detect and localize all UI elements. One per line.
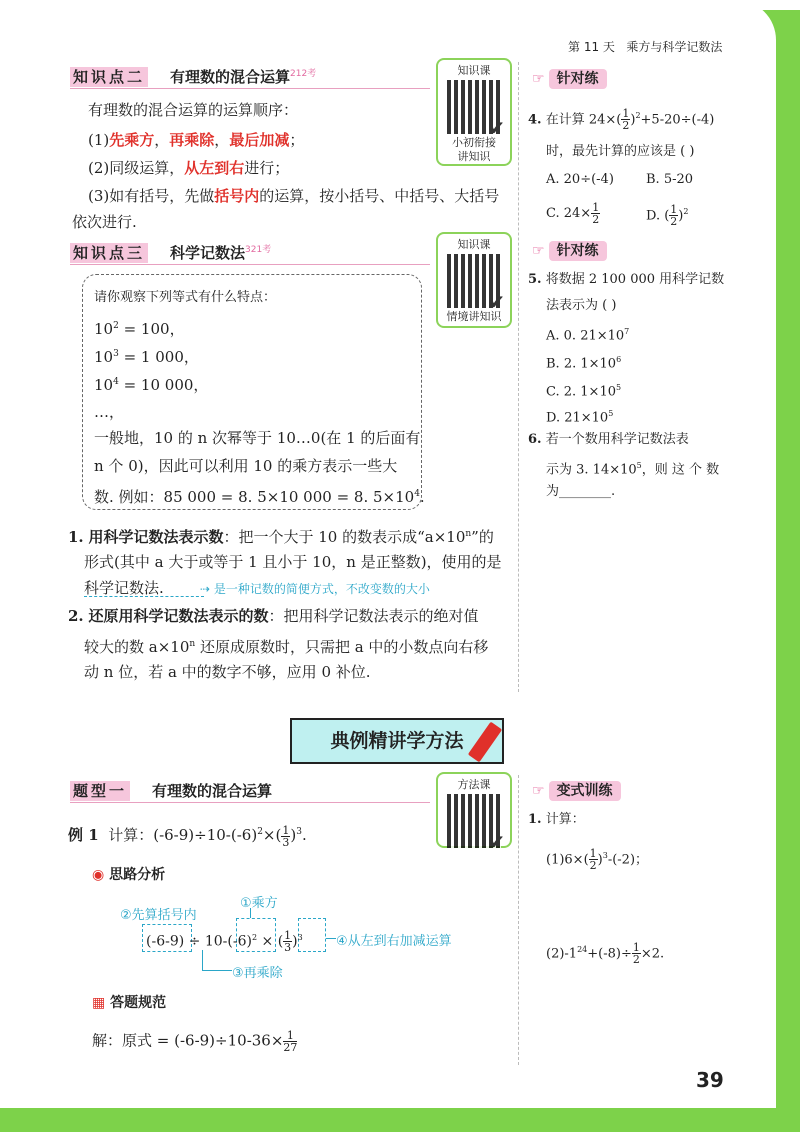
q5-line1: 5. 将数据 2 100 000 用科学记数 bbox=[528, 272, 725, 287]
kp3-label: 知识点三 bbox=[70, 243, 148, 263]
q4-line2: 时，最先计算的应该是 ( ) bbox=[546, 144, 695, 159]
q4-option-a: A. 20÷(-4) bbox=[546, 172, 614, 187]
kp2-line2: (2)同级运算，从左到右进行； bbox=[88, 159, 290, 177]
diagram-step4: ④从左到右加减运算 bbox=[336, 934, 452, 949]
qr-card-1[interactable] bbox=[436, 58, 512, 166]
q4-line1: 4. 在计算 24×( $\frac{1}{2}$ )$^2$+5-20÷(-4) bbox=[528, 107, 715, 133]
qr1-bottom: 小初衔接 讲知识 bbox=[452, 136, 496, 163]
box-line4: $10^4 = 10$ 000， bbox=[94, 376, 209, 394]
brain-icon: ◉ bbox=[92, 867, 105, 883]
q1-line1: 1. 计算： bbox=[528, 812, 585, 827]
box-line7: n 个 0)，因此可以利用 10 的乘方表示一些大 bbox=[94, 457, 398, 475]
box-line6: 一般地，10 的 n 次幂等于 10…0(在 1 的后面有 bbox=[94, 429, 421, 447]
pointing-hand-icon: ☞ bbox=[532, 783, 545, 799]
thinking-analysis-heading: ◉ 思路分析 bbox=[92, 867, 166, 883]
kp2-line1: (1)先乘方，再乘除，最后加减； bbox=[88, 131, 305, 149]
tx-title: 有理数的混合运算 bbox=[152, 782, 273, 800]
kp2-line4: 依次进行. bbox=[72, 213, 137, 231]
diagram-step1: ①乘方 bbox=[240, 896, 278, 911]
practice-heading-1: ☞ 针对练 bbox=[532, 68, 607, 88]
tx-underline bbox=[70, 802, 430, 803]
question-type-1-heading bbox=[70, 780, 272, 801]
q5-option-c: C. 2. $1\times 10^5$ bbox=[546, 383, 622, 400]
column-divider-top bbox=[518, 62, 519, 692]
box-line2: $10^2 = 100$， bbox=[94, 320, 185, 338]
pointing-hand-icon: ☞ bbox=[532, 71, 545, 87]
calendar-icon: ▦ bbox=[92, 995, 106, 1011]
qr3-top: 方法课 bbox=[457, 778, 491, 791]
wavy-underline bbox=[84, 596, 204, 597]
q4-option-d: D. ( $\frac{1}{2}$ )$^2$ bbox=[646, 203, 689, 229]
diagram-step3: ③再乘除 bbox=[232, 966, 283, 981]
qr-code-icon[interactable] bbox=[447, 794, 501, 848]
variant-practice-heading: ☞ 变式训练 bbox=[532, 780, 621, 800]
q5-option-a: A. 0. $21\times 10^7$ bbox=[546, 327, 630, 344]
box-line3: $10^3 = 1$ 000， bbox=[94, 348, 199, 366]
qr-card-2[interactable] bbox=[436, 232, 512, 328]
arrow-down-2 bbox=[202, 950, 203, 970]
tx-label: 题型一 bbox=[70, 781, 130, 801]
arrow-up-1 bbox=[250, 908, 251, 918]
qr2-top: 知识课 bbox=[457, 238, 491, 251]
kp3-tag: 321考 bbox=[245, 245, 272, 255]
pointing-hand-icon: ☞ bbox=[532, 243, 545, 259]
section-banner: 典例精讲学方法 bbox=[290, 718, 504, 764]
q1-part2: $(2)-1^{24}+(-8)\div$ $\frac{1}{2}$ ×2. bbox=[546, 941, 665, 967]
running-header bbox=[568, 38, 722, 55]
q5-option-b: B. 2. $1\times 10^6$ bbox=[546, 355, 622, 372]
knowledge-point-2-heading bbox=[70, 66, 316, 87]
point2-line1: 2. 还原用科学记数法表示的数：把用科学记数法表示的绝对值 bbox=[68, 607, 479, 625]
qr-card-3[interactable] bbox=[436, 772, 512, 848]
point1-line3: 科学记数法. bbox=[84, 579, 164, 597]
practice-heading-2: ☞ 针对练 bbox=[532, 240, 607, 260]
q4-option-c: C. 24× $\frac{1}{2}$ bbox=[546, 201, 600, 226]
solution-line: 解：原式 = (-6-9)÷10-36× $\frac{1}{27}$ bbox=[92, 1029, 298, 1054]
page-number: 39 bbox=[696, 1068, 724, 1092]
box-line1: 请你观察下列等式有什么特点： bbox=[94, 290, 277, 305]
q6-line2: 示为 3. $14\times 10^5$，则 这 个 数 bbox=[546, 461, 720, 478]
box-line5: …， bbox=[94, 403, 125, 421]
example-1: 例 1 计算：$(-6-9)\div 10-(-6)^2\times$( $\frac{1}{3}$ )$^3$. bbox=[68, 823, 307, 849]
qr2-bottom: 情境讲知识 bbox=[446, 310, 502, 323]
q4-option-b: B. 5-20 bbox=[646, 172, 694, 187]
arrow-right-3 bbox=[202, 970, 232, 971]
header-day: 第 11 天 bbox=[568, 40, 615, 54]
q1-part1: (1)6×( $\frac{1}{2}$ )$^3$-(-2)； bbox=[546, 847, 649, 873]
kp2-title: 有理数的混合运算 bbox=[170, 68, 291, 86]
annotation-note: ⇢ 是一种记数的简便方式，不改变数的大小 bbox=[200, 582, 430, 596]
qr1-top: 知识课 bbox=[457, 64, 491, 77]
q5-option-d: D. $21\times 10^5$ bbox=[546, 409, 614, 426]
kp2-intro: 有理数的混合运算的运算顺序： bbox=[88, 101, 299, 119]
kp3-underline bbox=[70, 264, 430, 265]
point2-line3: 动 n 位，若 a 中的数字不够，应用 0 补位. bbox=[84, 663, 371, 681]
knowledge-point-3-heading bbox=[70, 242, 271, 263]
point1-line1: 1. 用科学记数法表示数：把一个大于 10 的数表示成“$a\times 10^n$”的 bbox=[68, 528, 494, 546]
qr-code-icon[interactable] bbox=[447, 254, 501, 308]
header-topic: 乘方与科学记数法 bbox=[626, 40, 723, 54]
diagram-expression: $(-6-9) \div 10-(-6)^2$ × ( $\frac{1}{3}$ )$^3$ bbox=[146, 929, 303, 955]
kp3-title: 科学记数法 bbox=[170, 244, 246, 262]
answer-standard-heading: ▦ 答题规范 bbox=[92, 995, 167, 1011]
kp2-line3: (3)如有括号，先做括号内的运算，按小括号、中括号、大括号 bbox=[88, 187, 500, 205]
column-divider-bottom bbox=[518, 775, 519, 1065]
q5-line2: 法表示为 ( ) bbox=[546, 298, 617, 313]
diagram-step2: ②先算括号内 bbox=[120, 908, 197, 923]
point2-line2: 较大的数 $a\times 10^n$ 还原成原数时，只需把 a 中的小数点向右移 bbox=[84, 638, 489, 656]
arrow-right-4 bbox=[326, 938, 336, 939]
q6-line3: 为________. bbox=[546, 484, 616, 499]
kp2-underline bbox=[70, 88, 430, 89]
kp2-tag: 212考 bbox=[290, 69, 317, 79]
q6-line1: 6. 若一个数用科学记数法表 bbox=[528, 432, 689, 447]
box-line8: 数. 例如：85 000 = 8. 5×10 000 = 8. $5\times 10^4$. bbox=[94, 488, 425, 506]
kp2-label: 知识点二 bbox=[70, 67, 148, 87]
qr-code-icon[interactable] bbox=[447, 80, 501, 134]
point1-line2: 形式(其中 a 大于或等于 1 且小于 10，n 是正整数)，使用的是 bbox=[84, 553, 502, 571]
